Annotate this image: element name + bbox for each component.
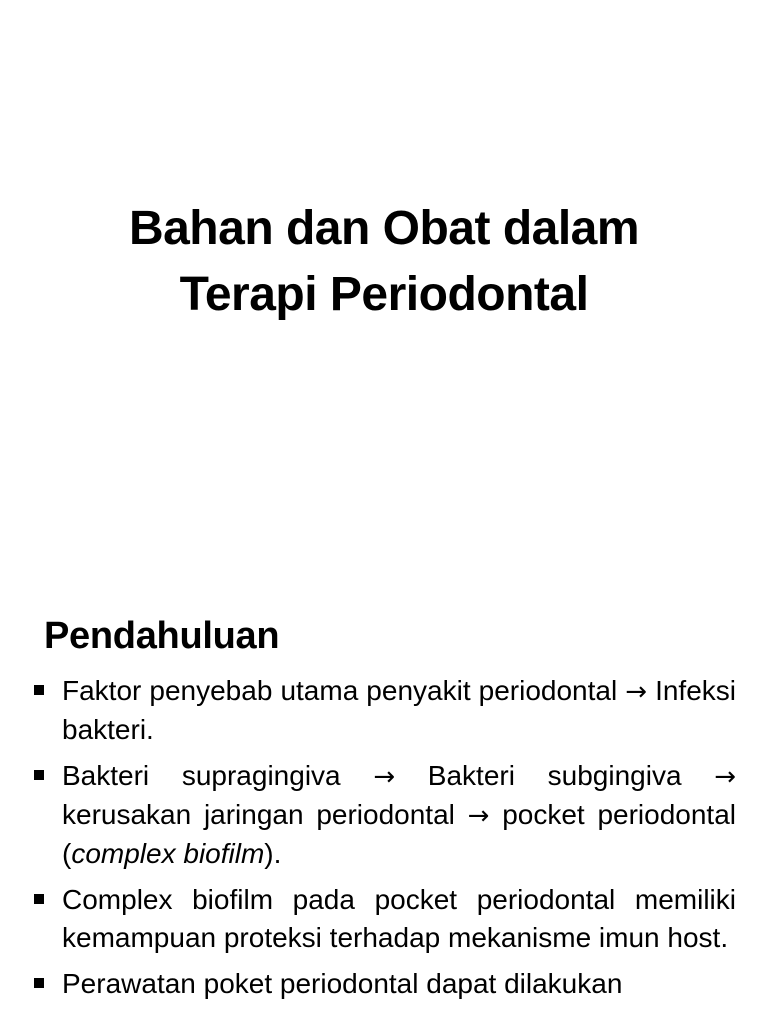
bullet-item [30,757,736,873]
bullet-text-segment: kerusakan jaringan periodontal [62,799,468,830]
title-line-1: Bahan dan Obat dalam [128,202,640,255]
square-bullet-icon [34,894,44,904]
bullet-text [62,672,736,749]
right-arrow-icon: → [714,762,737,792]
slide-title [60,196,708,328]
bullet-text-segment: ). [264,838,282,869]
bullet-text: Perawatan poket periodontal dapat dilakukan [62,968,623,999]
bullet-text-segment: Bakteri supragingiva [62,760,374,791]
square-bullet-icon [34,770,44,780]
bullet-text: Complex biofilm pada pocket periodontal memiliki kemampuan proteksi terhadap mekanisme imun host. [62,884,736,953]
square-bullet-icon [34,978,44,988]
bullet-list [30,672,736,1011]
bullet-text-segment: Infeksi bakteri. [62,675,736,745]
bullet-item [30,965,736,1003]
bullet-item [30,672,736,749]
bullet-text-segment: Faktor penyebab utama penyakit periodontal [62,675,626,706]
right-arrow-icon: → [625,677,648,707]
section-heading: Pendahuluan [44,615,280,657]
title-line-2: Terapi Periodontal [179,268,589,321]
bullet-text-segment: pocket periodontal ( [62,799,736,869]
square-bullet-icon [34,685,44,695]
right-arrow-icon: → [467,801,490,831]
bullet-text [62,757,736,873]
bullet-text-segment: Bakteri subgingiva [395,760,715,791]
content-slide [0,576,768,1024]
italic-term: complex biofilm [71,838,265,869]
right-arrow-icon: → [373,762,396,792]
bullet-item [30,881,736,957]
